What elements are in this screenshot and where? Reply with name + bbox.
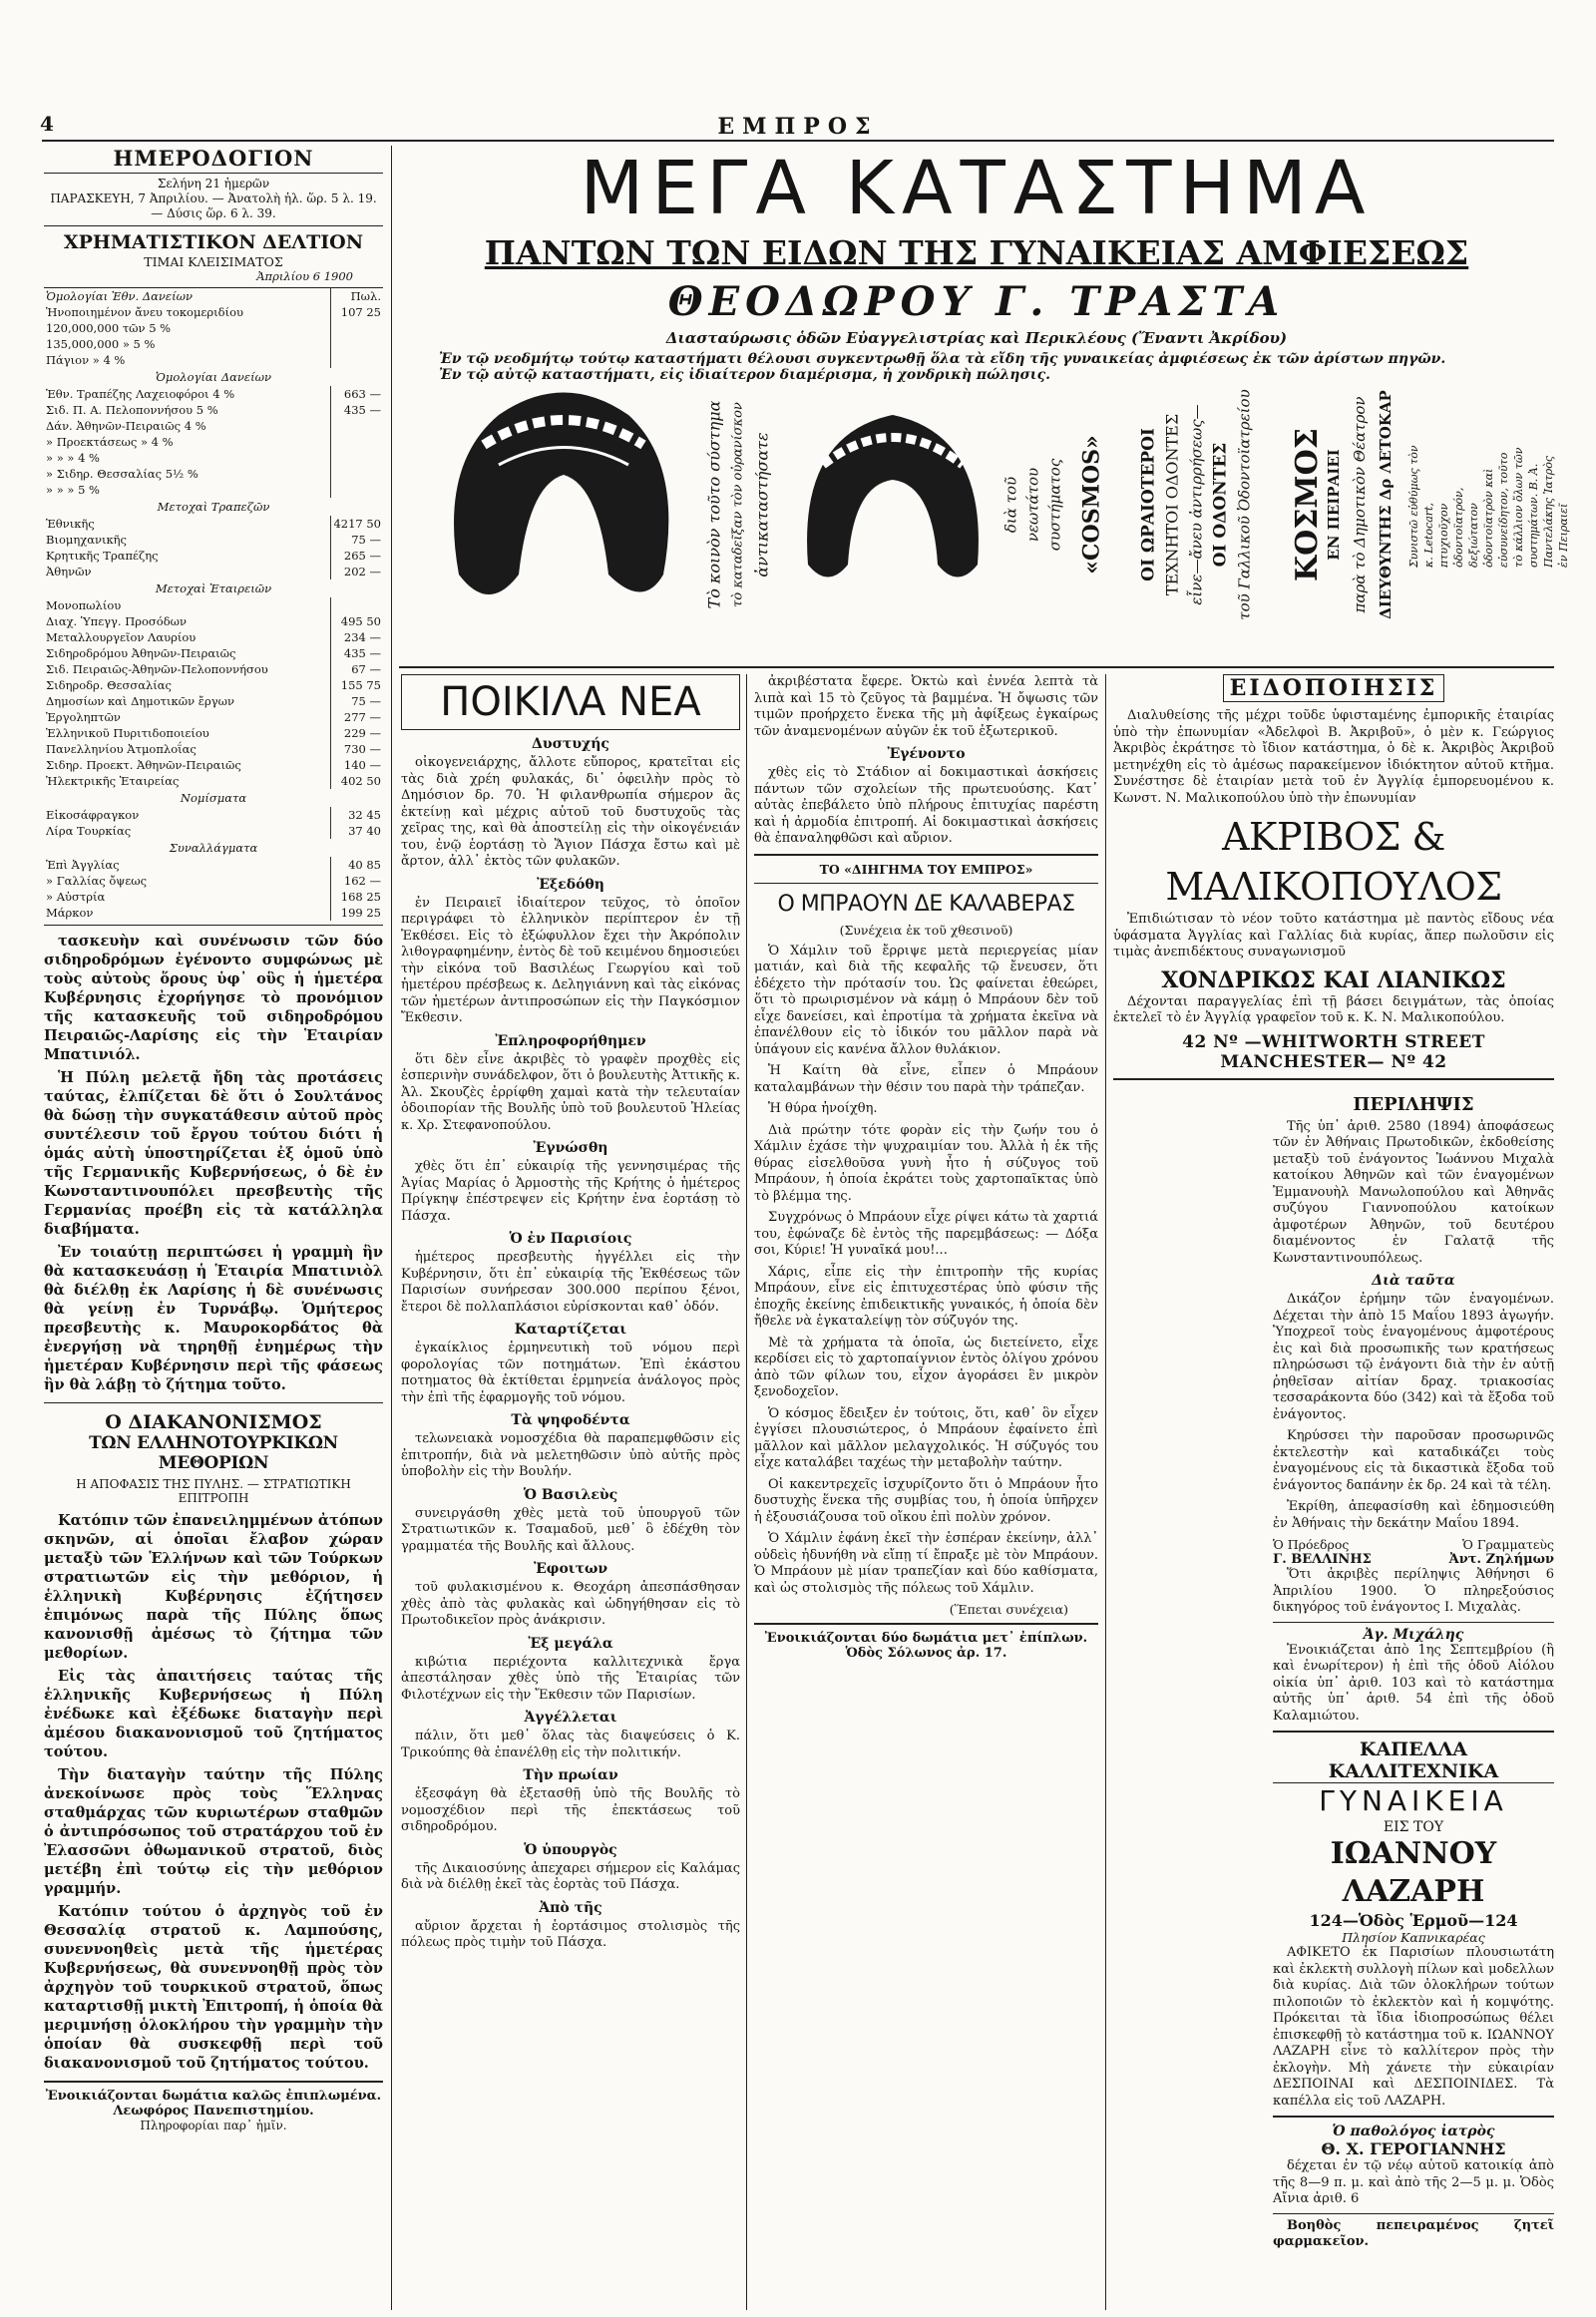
rent-text: Ἐνοικιάζεται ἀπὸ 1ης Σεπτεμβρίου (ἢ καὶ ἐνωρίτερον) ἡ ἐπὶ τῆς ὁδοῦ Αἰόλου οἰκία ὑπ᾽ ἀριθ. 103 καὶ τὸ κατάστημα αὐτῆς ὑπ᾽ ἀριθ. 54 ἐπὶ τῆς ὁδοῦ Καλαμιώτου. bbox=[1273, 1642, 1554, 1724]
egeneto-paragraph: χθὲς εἰς τὸ Στάδιον αἱ δοκιμαστικαὶ ἀσκήσεις πάντων τῶν σχολείων τῆς πρωτευούσης. Κατ᾽ αὐτὰς ἐπεβάλετο ὑπὸ πλήρους ἐπιτυχίας παρέστη καὶ ἡ ἀρμοδία ἐπιτροπή. Αἱ δοκιμαστικαὶ ἀσκήσεις θὰ ἐπαναληφθῶσι καὶ αὔριον. bbox=[754, 765, 1098, 846]
divider bbox=[1273, 1731, 1554, 1733]
news-item-text: κιβώτια περιέχοντα καλλιτεχνικὰ ἔργα ἀπεστάλησαν χθὲς ὑπὸ τῆς Ἑταιρίας τῶν Φιλοτέχνων εἰς τὴν Ἔκθεσιν τῶν Παρισίων. bbox=[401, 1654, 740, 1703]
news-item-heading: Ὁ Βασιλεὺς bbox=[523, 1486, 618, 1503]
hats-title-2: ΓΥΝΑΙΚΕΙΑ bbox=[1319, 1784, 1508, 1817]
divider bbox=[44, 925, 383, 926]
divider bbox=[44, 173, 383, 174]
news-item-heading: Ἐπληροφορήθημεν bbox=[495, 1032, 646, 1049]
column-rule bbox=[391, 146, 392, 2310]
table-row bbox=[44, 597, 383, 613]
dental-text: ΔΙΕΥΘΥΝΤΗΣ Δρ ΛΕΤΟΚΑΡ bbox=[1377, 390, 1396, 619]
section-rule bbox=[399, 666, 1554, 668]
finance-label: » Σιδηρ. Θεσσαλίας 5½ % bbox=[46, 467, 199, 481]
dental-text: ἀντικαταστήσατε bbox=[752, 432, 772, 578]
table-row bbox=[44, 320, 383, 336]
finance-value: 168 25 bbox=[331, 889, 384, 905]
dental-text: νεωτάτου bbox=[1023, 467, 1041, 543]
news-item-text: αὔριον ἄρχεται ἡ ἑορτάσιμος στολισμὸς τῆς πόλεως πρὸς τιμὴν τοῦ Πάσχα. bbox=[401, 1918, 740, 1950]
divider bbox=[1273, 2116, 1554, 2118]
column-rule bbox=[746, 674, 747, 2310]
serial-paragraph: Ὁ Χάμλιν τοῦ ἔρριψε μετὰ περιεργείας μίαν ματιάν, καὶ διὰ τῆς κεφαλῆς τῷ ἔνευσεν, ὅτι ἐδέχετο τὴν πρότασίν του. Ὡς φαίνεται ἐθεώρει, ὅτι τὸ πρωιρισμένον νὰ κάμῃ ὁ Μπράουν δὲν τοῦ εἶχε δανείσει, καὶ ἐπροτίμα τὰ χρήματα ἐκεῖνα νὰ ἐπανέλθουν εἰς τὸ ἰδικόν του μᾶλλον παρὰ νὰ ὑπάγουν εἰς κανένα ἄλλον θυλάκιον. bbox=[754, 943, 1098, 1057]
finance-section-title: Ὁμολογίαι Δανείων bbox=[156, 370, 271, 384]
table-row bbox=[44, 661, 383, 677]
rooms-ad: Ἐνοικιάζονται δωμάτια καλῶς ἐπιπλωμένα. Λεωφόρος Πανεπιστημίου. bbox=[45, 2089, 382, 2119]
finance-label: Ἐθνικῆς bbox=[46, 517, 95, 531]
finance-subtitle: ΤΙΜΑΙ ΚΛΕΙΣΙΜΑΤΟΣ bbox=[144, 254, 283, 269]
table-row bbox=[44, 482, 383, 498]
finance-value: 40 85 bbox=[331, 857, 384, 873]
finance-label: Λίρα Τουρκίας bbox=[46, 824, 132, 838]
dental-text: ΟΙ ΟΔΟΝΤΕΣ bbox=[1211, 442, 1232, 568]
article-paragraph: τασκευὴν καὶ συνένωσιν τῶν δύο σιδηροδρόμων ἐγένοντο συμφώνως μὲ τοὺς αὐτοὺς ὅρους ὑφ᾽ οὓς ἡ ἡμετέρα Κυβέρνησις ἐχορήγησε τὸ προνόμιον τῆς κατασκευῆς τοῦ σιδηροδρόμου Πειραιῶς-Λαρίσης εἰς τὴν Ἑταιρίαν Μπατινιόλ. bbox=[44, 933, 383, 1063]
dental-text: συστήματος bbox=[1045, 458, 1063, 552]
page-number: 4 bbox=[40, 112, 54, 136]
finance-value: 4217 50 bbox=[331, 516, 384, 532]
finance-label: Ἡνοποιημένον ἄνευ τοκομεριδίου bbox=[46, 305, 244, 319]
finance-label: 120,000,000 τῶν 5 % bbox=[46, 321, 172, 335]
table-row bbox=[44, 402, 383, 418]
dental-text: ΤΕΧΝΗΤΟΙ ΟΔΟΝΤΕΣ bbox=[1163, 413, 1183, 596]
banner-line-2: Ἐν τῷ αὐτῷ καταστήματι, εἰς ἰδιαίτερον διαμέρισμα, ἡ χονδρικὴ πώλησις. bbox=[439, 367, 1050, 383]
lazaris-near: Πλησίον Καπνικαρέας bbox=[1342, 1930, 1485, 1945]
almanac-sun: ΠΑΡΑΣΚΕΥΗ, 7 Ἀπριλίου. — Ἀνατολὴ ἡλ. ὥρ. 5 λ. 19. — Δύσις ὥρ. 6 λ. 39. bbox=[50, 192, 377, 220]
orders-text: Δέχονται παραγγελίας ἐπὶ τῇ βάσει δειγμάτων, τὰς ὁποίας ἐκτελεῖ τὸ ἐν Ἀγγλίᾳ γραφεῖον τοῦ κ. Κ. Ν. Μαλικοπούλου. bbox=[1113, 993, 1554, 1025]
banner-address: Διασταύρωσις ὁδῶν Εὐαγγελιστρίας καὶ Περικλέους (Ἔναντι Ἀκρίδου) bbox=[665, 329, 1288, 347]
table-row bbox=[44, 434, 383, 450]
finance-label: Σιδηροδρόμου Ἀθηνῶν-Πειραιῶς bbox=[46, 646, 236, 660]
divider bbox=[1273, 2213, 1554, 2214]
masthead-title: ΕΜΠΡΟΣ bbox=[717, 114, 879, 140]
divider bbox=[754, 1623, 1098, 1625]
doctor-hours: δέχεται ἐν τῷ νέῳ αὐτοῦ κατοικίᾳ ἀπὸ τῆς 8—9 π. μ. καὶ ἀπὸ τῆς 2—5 μ. μ. Ὁδὸς Αἴνια ἀριθ. 6 bbox=[1273, 2158, 1554, 2206]
dental-strip-4 bbox=[1127, 355, 1267, 654]
ag-mixalis: Ἀγ. Μιχάλης bbox=[1363, 1626, 1464, 1643]
news-item-heading: Τὰ ψηφοδέντα bbox=[511, 1412, 630, 1428]
news-item-heading: Ἀγγέλλεται bbox=[524, 1710, 617, 1726]
finance-value: 32 45 bbox=[331, 807, 384, 823]
serial-paragraph: Μὲ τὰ χρήματα τὰ ὁποῖα, ὡς διετείνετο, εἶχε κερδίσει εἰς τὸ χαρτοπαίγνιον ἐντὸς ὀλίγου χρόνου ἀπὸ τῶν φίλων του, εἶχον ἀγοράσει ἓν μικρὸν ξενοδοχεῖον. bbox=[754, 1335, 1098, 1399]
diak-headline-1: Ο ΔΙΑΚΑΝΟΝΙΣΜΟΣ bbox=[105, 1411, 322, 1433]
table-row bbox=[44, 613, 383, 629]
news-item-text: συνειργάσθη χθὲς μετὰ τοῦ ὑπουργοῦ τῶν Στρατιωτικῶν κ. Τσαμαδοῦ, μεθ᾽ ὃ ἐδέχθη τὸν γραμματέα τῆς Βουλῆς καὶ ἄλλους. bbox=[401, 1505, 740, 1554]
finance-label: Βιομηχανικῆς bbox=[46, 533, 127, 547]
divider bbox=[44, 2081, 383, 2083]
table-row bbox=[44, 905, 383, 921]
serial-title: Ο ΜΠΡΑΟΥΝ ΔΕ ΚΑΛΑΒΕΡΑΣ bbox=[777, 891, 1075, 917]
dia-tauta: Διὰ ταῦτα bbox=[1372, 1273, 1455, 1289]
dental-strip-5 bbox=[1277, 355, 1416, 654]
lazaris-name: ΙΩΑΝΝΟΥ ΛΑΖΑΡΗ bbox=[1330, 1836, 1497, 1909]
article-paragraph: Τὴν διαταγὴν ταύτην τῆς Πύλης ἀνεκοίνωσε πρὸς τοὺς Ἕλληνας σταθμάρχας τῶν κυριωτέρων σταθμῶν ὁ ἀντιπρόσωπος τοῦ στρατάρχου τοῦ ἐν Ἐλασσῶνι ὀθωμανικοῦ στρατοῦ, διὸς μετέβη ἐπὶ τούτῳ εἰς τὴν μεθόριον γραμμήν. bbox=[44, 1766, 383, 1897]
finance-label: » » » 4 % bbox=[46, 451, 100, 465]
finance-label: Μεταλλουργεῖον Λαυρίου bbox=[46, 630, 197, 644]
news-item-text: τοῦ φυλακισμένου κ. Θεοχάρη ἀπεσπάσθησαν χθὲς ἀπὸ τὰς φυλακὰς καὶ ὡδηγήθησαν εἰς τὸ Πρωτοδικεῖον πρὸς ἀνάκρισιν. bbox=[401, 1580, 740, 1628]
news-item-heading: Ὁ ἐν Παρισίοις bbox=[509, 1231, 632, 1247]
news-item-text: πάλιν, ὅτι μεθ᾽ ὅλας τὰς διαψεύσεις ὁ Κ. Τρικούπης θὰ ἐπανέλθῃ εἰς τὴν πολιτικήν. bbox=[401, 1729, 740, 1760]
article-paragraph: Κατόπιν τούτου ὁ ἀρχηγὸς τοῦ ἐν Θεσσαλίᾳ στρατοῦ κ. Λαμπούσης, συνεννοηθεὶς μετὰ τῆς ἡμετέρας Κυβερνήσεως, θὰ συνεννοηθῇ πρὸς τὸν ἀρχηγὸν τοῦ τουρκικοῦ στρατοῦ, ὅπως καταρτισθῇ μικτὴ Ἐπιτροπή, ἡ ὁποία θὰ μεριμνήσῃ ὁλοκλήρου τὴν γραμμὴν τὴν ὁποίαν θὰ συσκεφθῇ περὶ τοῦ διακανονισμοῦ τοῦ ζητήματος τούτου. bbox=[44, 1903, 383, 2072]
dental-testimonial: Συνιστῶ εὐθύμως τὸν κ. Letocart, πτυχιοῦχον ὀδοντοϊατρόν, δεξιώτατον ὀδοντοϊατρὸν καὶ εὐσυνείδητον, τοῦτο τὸ κάλλιον ὅλων τῶν συστημάτων. Β. Ἀ. Παντελάκης Ἰατρὸς ἐν Πειραιεῖ bbox=[1407, 444, 1570, 568]
news-item-text: ἡμέτερος πρεσβευτὴς ἠγγέλλει εἰς τὴν Κυβέρνησιν, ὅτι ἐπ᾽ εὐκαιρίᾳ τῆς Ἐκθέσεως τῶν Παρισίων συνήρεσαν 300.000 περίπου ξένοι, ἔτεροι δὲ πολλαπλάσιοι εὑρίσκονται καθ᾽ ὁδόν. bbox=[401, 1250, 740, 1315]
finance-value: 229 — bbox=[331, 725, 384, 741]
divider bbox=[44, 1402, 383, 1403]
table-row bbox=[44, 725, 383, 741]
serial-paragraph: Ἡ Καίτη θὰ εἶνε, εἶπεν ὁ Μπράουν καταλαμβάνων τὴν θέσιν του παρὰ τὴν τράπεζαν. bbox=[754, 1063, 1098, 1095]
almanac-moon: Σελήνη 21 ἡμερῶν bbox=[157, 177, 270, 191]
table-row bbox=[44, 693, 383, 709]
table-row bbox=[44, 516, 383, 532]
serial-paragraph: Συγχρόνως ὁ Μπράουν εἶχε ρίψει κάτω τὰ χαρτιά του, ἐφώναζε δὲ ἐντὸς τῆς παρεμβάσεως: — Δόξα σοι, Κύριε! Ἡ γυναῖκά μου!... bbox=[754, 1210, 1098, 1258]
dental-text: τὸ καταδεῖξαν τὸν οὐρανίσκον bbox=[730, 402, 746, 607]
dental-strip-2 bbox=[998, 355, 1067, 654]
news-item-heading: Ἐφοιτων bbox=[533, 1561, 608, 1577]
firm-text: Ἐπιδιώτισαν τὸ νέον τοῦτο κατάστημα μὲ παντὸς εἴδους νέα ὑφάσματα Ἀγγλίας καὶ Γαλλίας διὰ κυρίας, ἅπερ πωλοῦσιν εἰς τιμὰς ἀνεπιδέκτους συναγωνισμοῦ bbox=[1113, 912, 1554, 960]
egeneto-heading: Ἐγένοντο bbox=[887, 746, 966, 762]
copy-text: Ὅτι ἀκριβὲς περίληψις Ἀθήνησι 6 Ἀπριλίου 1900. Ὁ πληρεξούσιος δικηγόρος τοῦ ἐνάγοντος Ι. Μιχαλὰς. bbox=[1273, 1567, 1554, 1615]
finance-label: 135,000,000 » 5 % bbox=[46, 337, 156, 351]
news-item-heading: Ἐξ μεγάλα bbox=[528, 1635, 613, 1652]
finance-header bbox=[44, 288, 383, 304]
finance-value: 199 25 bbox=[331, 905, 384, 921]
dental-strip-1 bbox=[698, 355, 778, 654]
finance-label: » Αὐστρία bbox=[46, 890, 106, 904]
serial-paragraph: Χάρις, εἶπε εἰς τὴν ἐπιτροπὴν τῆς κυρίας Μπράουν, εἶνε εἰς ἐπιτυχεστέρας ὑπὸ φύσιν τῆς ἐποχῆς ἐκείνης ἐπιδεικτικῆς γυναικός, ἡ ὁποία δὲν ἤθελε νὰ ἐγκαταλείψῃ τὸν σύζυγόν της. bbox=[754, 1264, 1098, 1329]
finance-rows bbox=[44, 857, 383, 921]
finance-value bbox=[331, 336, 384, 352]
ads-column bbox=[1113, 674, 1554, 2310]
finance-label: » » » 5 % bbox=[46, 483, 100, 497]
finance-label: Σιδηροδρ. Θεσσαλίας bbox=[46, 678, 172, 692]
finance-section-title: Μετοχαὶ Τραπεζῶν bbox=[157, 500, 270, 514]
finance-label: Ἀθηνῶν bbox=[46, 565, 92, 579]
table-row bbox=[44, 823, 383, 839]
border-article bbox=[44, 1511, 383, 2073]
denture-illustration bbox=[429, 375, 698, 634]
finance-label: Διαχ. Ὑπεγγ. Προσόδων bbox=[46, 614, 187, 628]
notice-text: Διαλυθείσης τῆς μέχρι τοῦδε ὑφισταμένης ἐμπορικῆς ἑταιρίας ὑπὸ τὴν ἐπωνυμίαν «Ἀδελφοὶ Β. Ἀκριβοῦ», ὁ μὲν κ. Γεώργιος Ἀκριβὸς ἐκράτησε τὸ ἴδιον κατάστημα, ὁ δὲ κ. Ἀκριβὸς Ἀκριβοῦ μετηνέχθη εἰς τὸ ἀμέσως παρακείμενον ἰδιόκτητον αὐτοῦ κτῆμα. Συνέστησε δὲ ἑταιρίαν μετὰ τοῦ ἐν Ἀγγλίᾳ ἐμπορευομένου κ. Κωνστ. Ν. Μαλικοπούλου ὑπὸ τὴν ἐπωνυμίαν bbox=[1113, 708, 1554, 806]
ads-subcolumn bbox=[1113, 1086, 1263, 2256]
finance-section-title: Μετοχαὶ Ἑταιρειῶν bbox=[155, 581, 272, 595]
serial-paragraph: Ἡ θύρα ἠνοίχθη. bbox=[768, 1101, 878, 1116]
kiryssei-text: Κηρύσσει τὴν παροῦσαν προσωρινῶς ἐκτελεστὴν καὶ καταδικάζει τοὺς ἐναγομένους εἰς τὰ δικαστικὰ ἔξοδα τοῦ ἐνάγοντος δαπάνην ἐκ δρ. 24 καὶ τὰ τέλη. bbox=[1273, 1428, 1554, 1493]
finance-value bbox=[331, 418, 384, 434]
dental-plate-illustration bbox=[788, 395, 998, 604]
dental-text: διὰ τοῦ bbox=[1001, 476, 1019, 534]
article-paragraph: Εἰς τὰς ἀπαιτήσεις ταύτας τῆς ἑλληνικῆς Κυβερνήσεως ἡ Πύλη ἐνέδωκε καὶ ἐξέδωκε διαταγὴν περὶ ἀμέσου διακανονισμοῦ τοῦ ζητήματος τούτου. bbox=[44, 1668, 383, 1760]
table-row bbox=[44, 741, 383, 757]
finance-label: Ἑλληνικοῦ Πυριτιδοποιείου bbox=[46, 726, 209, 740]
finance-label: Πάγιον » 4 % bbox=[46, 353, 126, 367]
finance-value bbox=[331, 320, 384, 336]
news-item-heading: Ἀπὸ τῆς bbox=[539, 1899, 602, 1916]
news-item-text: ἐν Πειραιεῖ ἰδιαίτερον τεῦχος, τὸ ὁποῖον περιγράφει τὸ ἑλληνικὸν περίπτερον ἐν τῇ Ἐκθέσει. Εἰς τὸ ἐξώφυλλον ἔχει τὴν Ἀκρόπολιν λιθογραφημένην, ἐντὸς δὲ τοῦ κειμένου δημοσιεύει τὴν εἰκόνα τοῦ Βασιλέως Γεωργίου καὶ τοῦ ἡμετέρου πρέσβεως κ. Δεληγιάννη καὶ τὰς εἰκόνας τῶν ἡμετέρων ἀντιπροσώπων εἰς τὴν Παγκόσμιον Ἔκθεσιν. bbox=[401, 895, 740, 1025]
assistant-wanted: Βοηθὸς πεπειραμένος ζητεῖ φαρμακεῖον. bbox=[1273, 2217, 1554, 2249]
table-row bbox=[44, 466, 383, 482]
news-item-text: ὅτι δὲν εἶνε ἀκριβὲς τὸ γραφὲν προχθὲς εἰς ἑσπερινὴν συνάδελφον, ὅτι ὁ βουλευτὴς Ἀττικῆς κ. Ἀλ. Σκουζὲς ἐρρίφθη χαμαὶ κατὰ τὴν τελευταίαν ὁδοιπορίαν τῆς Βουλῆς ὑπὸ τοῦ βουλευτοῦ Ἠλείας κ. Χρ. Στεφανοπούλου. bbox=[401, 1051, 740, 1133]
banner-subtitle: ΠΑΝΤΩΝ ΤΩΝ ΕΙΔΩΝ ΤΗΣ ΓΥΝΑΙΚΕΙΑΣ ΑΜΦΙΕΣΕΩΣ bbox=[484, 233, 1469, 272]
finance-value: 155 75 bbox=[331, 677, 384, 693]
finance-label: Σιδηρ. Προεκτ. Ἀθηνῶν-Πειραιῶς bbox=[46, 758, 241, 772]
rooms-ad-2: Ἐνοικιάζονται δύο δωμάτια μετ᾽ ἐπίπλων. Ὁδὸς Σόλωνος ἀρ. 17. bbox=[764, 1631, 1088, 1661]
table-row bbox=[44, 629, 383, 645]
table-row bbox=[44, 336, 383, 352]
dental-text: ΟΙ ΩΡΑΙΟΤΕΡΟΙ bbox=[1139, 428, 1160, 581]
notice-title: ΕΙΔΟΠΟΙΗΣΙΣ bbox=[1223, 674, 1444, 702]
finance-value: 663 — bbox=[331, 386, 384, 402]
news-item-text: χθὲς ὅτι ἐπ᾽ εὐκαιρίᾳ τῆς γεννησιμέρας τῆς Ἀγίας Μαρίας ὁ Ἀρμοστὴς τῆς Κρήτης ὁ ἡμέτερος Πρίγκηψ ἐπέστρεψεν εἰς Κρήτην ἐνα ἑορτάσῃ τὸ Πάσχα. bbox=[401, 1159, 740, 1224]
news-item-text: τελωνειακὰ νομοσχέδια θὰ παραπεμφθῶσιν εἰς ἐπιτροπήν, διὰ νὰ μελετηθῶσιν ὑπὸ αὐτῆς πρὸς ὑποβολὴν εἰς τὴν Βουλήν. bbox=[401, 1431, 740, 1479]
perilipsis-text: Τῆς ὑπ᾽ ἀριθ. 2580 (1894) ἀποφάσεως τῶν ἐν Ἀθήναις Πρωτοδικῶν, ἐκδοθείσης μεταξὺ τοῦ ἐνάγοντος Ἰωάννου Μιχαλὰ κατοίκου Ἀθηνῶν καὶ τῶν ἐναγομένων Ἐμμανουὴλ Μανωλοπούλου καὶ Ἀθηνᾶς συζύγου Γιαννοπούλου κατοίκων ἀμφοτέρων Ἀθηνῶν, τοῦ δευτέρου διαμένοντος ἐν Γαλατᾷ τῆς Κωνσταντινουπόλεως. bbox=[1273, 1118, 1554, 1266]
dental-text: Τὸ κοινὸν τοῦτο σύστημα bbox=[704, 400, 724, 609]
finance-label: Εἰκοσάφραγκον bbox=[46, 808, 140, 822]
finance-value: 435 — bbox=[331, 402, 384, 418]
finance-value bbox=[331, 450, 384, 466]
left-column bbox=[44, 146, 383, 2310]
banner-line-1: Ἐν τῷ νεοδμήτῳ τούτῳ καταστήματι θέλουσι συγκεντρωθῇ ὅλα τὰ εἴδη τῆς γυναικείας ἀμφιέσεως ἐκ τῶν ἀρίστων πηγῶν. bbox=[439, 351, 1446, 367]
finance-section-title: Συναλλάγματα bbox=[169, 841, 258, 855]
table-row bbox=[44, 532, 383, 548]
serial-paragraph: Διὰ πρώτην τότε φορὰν εἰς τὴν ζωήν του ὁ Χάμλιν ἐχάσε τὴν ψυχραιμίαν του. Ἀλλὰ ἡ ἐκ τῆς θύρας εἰσελθοῦσα γυνὴ ἦτο ἡ σύζυγος τοῦ Μπράουν, ἡ ὁποία ἐκράτει τοὺς χαρτοπαῖκτας ὑπὸ τὸ βλέμμα της. bbox=[754, 1122, 1098, 1204]
lazaris-address: 124—Ὁδὸς Ἑρμοῦ—124 bbox=[1309, 1911, 1518, 1930]
divider bbox=[44, 225, 383, 226]
manchester-address: 42 Nº —WHITWORTH STREET MANCHESTER— Nº 42 bbox=[1182, 1031, 1485, 1072]
table-row bbox=[44, 677, 383, 693]
dental-text: τοῦ Γαλλικοῦ Ὀδοντοϊατρείου bbox=[1236, 389, 1255, 620]
finance-value: 202 — bbox=[331, 564, 384, 579]
article-paragraph: Ἐν τοιαύτῃ περιπτώσει ἡ γραμμὴ ἣν θὰ κατασκευάσῃ ἡ Ἑταιρία Μπατινιὸλ θὰ διέλθῃ ἐκ Λαρίσης ἡ δὲ συνένωσις θὰ γείνῃ ἐν Τυρνάβῳ. Ὁμήτερος πρεσβευτὴς κ. Μαυροκορδάτος θὰ ἐνεργήσῃ νὰ τηρηθῇ ἐνημέρως τὴν ἡμετέραν Κυβέρνησιν περὶ τῆς φάσεως ἣν θὰ λάβῃ τὸ ζήτημα τοῦτο. bbox=[44, 1244, 383, 1393]
finance-label: Ἐργοληπτῶν bbox=[46, 710, 121, 724]
finance-label: Μονοπωλίου bbox=[46, 598, 122, 612]
finance-label: Μάρκον bbox=[46, 906, 94, 920]
news-item-text: τῆς Δικαιοσύνης ἀπεχαρει σήμερον εἰς Καλάμας διὰ νὰ διέλθῃ ἐκεῖ τὰς ἑορτὰς τοῦ Πάσχα. bbox=[401, 1860, 740, 1892]
serial-column bbox=[754, 674, 1098, 2310]
banner-owner: ΘΕΟΔΩΡΟΥ Γ. ΤΡΑΣΤΑ bbox=[667, 278, 1286, 325]
table-row bbox=[44, 709, 383, 725]
finance-rows bbox=[44, 807, 383, 839]
dental-ad bbox=[399, 355, 1570, 654]
news-item-heading: Ἐξεδόθη bbox=[537, 876, 604, 893]
finance-value: 277 — bbox=[331, 709, 384, 725]
table-row bbox=[44, 304, 383, 320]
finance-label: Δημοσίων καὶ Δημοτικῶν ἔργων bbox=[46, 694, 234, 708]
serial-paragraph: Ὁ κόσμος ἔδειξεν ἐν τούτοις, ὅτι, καθ᾽ ὃν εἶχεν ἐγγίσει πλουσιώτερος, ὁ Μπράουν ἐφαίνετο ἐπὶ μᾶλλον καὶ μᾶλλον μελαγχολικός. Ἡ σύζυγός του εἶχε καταλάβει ταχέως τὴν μεταβολὴν ταύτην. bbox=[754, 1405, 1098, 1470]
finance-rows bbox=[44, 304, 383, 368]
news-item-heading: Δυστυχής bbox=[532, 736, 609, 752]
table-row bbox=[44, 450, 383, 466]
doctor-name: Θ. Χ. ΓΕΡΟΓΙΑΝΝΗΣ bbox=[1321, 2139, 1506, 2158]
finance-rows bbox=[44, 597, 383, 789]
table-row bbox=[44, 548, 383, 564]
table-row bbox=[44, 773, 383, 789]
sign-right-name: Ἀντ. Ζηλήμων bbox=[1448, 1552, 1554, 1567]
dental-strip-3 bbox=[1067, 355, 1117, 654]
table-row bbox=[44, 418, 383, 434]
finance-label: Σιδ. Πειραιῶς-Ἀθηνῶν-Πελοποννήσου bbox=[46, 662, 268, 676]
news-headline: ΠΟΙΚΙΛΑ ΝΕΑ bbox=[401, 674, 740, 730]
finance-rows bbox=[44, 386, 383, 498]
news-item-heading: Τὴν πρωίαν bbox=[523, 1767, 618, 1783]
dental-strip-6 bbox=[1407, 355, 1570, 654]
eggs-paragraph: ἀκριβέστατα ἔφερε. Ὀκτὼ καὶ ἐννέα λεπτὰ τὰ λιπὰ καὶ 15 τὸ ζεῦγος τὰ βαμμένα. Ἡ ὄψωσις τῶν τιμῶν προήρχετο ἕνεκα τῆς μὴ ἀφίξεως ἐγκαίρως τῶν ἀναμενομένων αὐγῶν ἐκ τοῦ ἐξωτερικοῦ. bbox=[754, 674, 1098, 739]
diak-headline-2: ΤΩΝ ΕΛΛΗΝΟΤΟΥΡΚΙΚΩΝ ΜΕΘΟΡΙΩΝ bbox=[89, 1433, 338, 1473]
finance-label: Σιδ. Π. Α. Πελοποννήσου 5 % bbox=[46, 403, 218, 417]
article-paragraph: Ἡ Πύλη μελετᾷ ἤδη τὰς προτάσεις ταύτας, ἐλπίζεται δὲ ὅτι ὁ Σουλτάνος θὰ δώσῃ τὴν συγκατάθεσιν αὐτοῦ πρὸς συντέλεσιν τοῦ ἔργου τούτου διότι ἡ ὁμάς αὐτὴ ὑποστηρίζεται ἐξ ὁμοῦ ὑπὸ τῆς Γερμανικῆς Κυβερνήσεως, ὁ δὲ ἐν Κωνσταντινουπόλει πρεσβευτὴς τῆς Γερμανίας προέβη εἰς τὰ κατάλληλα διαβήματα. bbox=[44, 1069, 383, 1238]
hats-eis-tou: ΕΙΣ ΤΟΥ bbox=[1383, 1819, 1444, 1835]
finance-value bbox=[331, 466, 384, 482]
finance-value: 140 — bbox=[331, 757, 384, 773]
finance-value: 67 — bbox=[331, 661, 384, 677]
finance-value: 730 — bbox=[331, 741, 384, 757]
finance-section-title: Νομίσματα bbox=[180, 791, 247, 805]
table-row bbox=[44, 386, 383, 402]
finance-col-head: Πωλ. bbox=[331, 288, 384, 304]
news-item-heading: Ὁ ὑπουργὸς bbox=[524, 1841, 617, 1858]
finance-value: 402 50 bbox=[331, 773, 384, 789]
perilipsis-title: ΠΕΡΙΛΗΨΙΣ bbox=[1353, 1093, 1474, 1115]
finance-value: 435 — bbox=[331, 645, 384, 661]
finance-value bbox=[331, 434, 384, 450]
dental-text: εἶνε—ἄνευ ἀντιρρήσεως— bbox=[1188, 404, 1207, 605]
finance-date: Ἀπριλίου 6 1900 bbox=[256, 269, 353, 283]
finance-rows bbox=[44, 516, 383, 579]
sign-right-role: Ὁ Γραμματεὺς bbox=[1462, 1537, 1554, 1552]
finance-label: Ἐπὶ Ἀγγλίας bbox=[46, 858, 120, 872]
finance-value: 75 — bbox=[331, 693, 384, 709]
dated-text: Ἐκρίθη, ἀπεφασίσθη καὶ ἐδημοσιεύθη ἐν Ἀθήναις τὴν δεκάτην Μαΐου 1894. bbox=[1273, 1499, 1554, 1531]
finance-value: 37 40 bbox=[331, 823, 384, 839]
table-row bbox=[44, 352, 383, 368]
table-row bbox=[44, 564, 383, 579]
diak-subhead: Η ΑΠΟΦΑΣΙΣ ΤΗΣ ΠΥΛΗΣ. — ΣΤΡΑΤΙΩΤΙΚΗ ΕΠΙΤΡΟΠΗ bbox=[76, 1477, 351, 1505]
finance-title: ΧΡΗΜΑΤΙΣΤΙΚΟΝ ΔΕΛΤΙΟΝ bbox=[63, 231, 364, 253]
serial-paragraph: Ὁ Χάμλιν ἐφάνη ἐκεῖ τὴν ἑσπέραν ἐκείνην, ἀλλ᾽ οὐδεὶς ἠδυνήθη νὰ εἴπῃ τί ἔπραξε μὲ τὸν Μπράουν. Ὁ Μπράουν μὲ μίαν τραπεζίαν καὶ δύο καθίσματα, καὶ ὡς στολισμὸς τῆς πόλεως τοῦ Χάμλιν. bbox=[754, 1531, 1098, 1596]
finance-value: 234 — bbox=[331, 629, 384, 645]
finance-table bbox=[44, 288, 383, 921]
cosmos-name: «COSMOS» bbox=[1079, 435, 1105, 575]
finance-value bbox=[331, 482, 384, 498]
finance-label: » Προεκτάσεως » 4 % bbox=[46, 435, 174, 449]
finance-col-head: Ὁμολογίαι Ἐθν. Δανείων bbox=[46, 289, 193, 303]
serial-continued: (Συνέχεια ἐκ τοῦ χθεσινοῦ) bbox=[839, 922, 1013, 938]
dental-text: παρὰ τὸ Δημοτικὸν Θέατρον bbox=[1351, 396, 1370, 613]
finance-label: Ἐθν. Τραπέζης Λαχειοφόροι 4 % bbox=[46, 387, 235, 401]
sign-left-role: Ὁ Πρόεδρος bbox=[1273, 1537, 1350, 1552]
news-column bbox=[401, 674, 740, 2310]
news-item-text: ἐξεσφάγη θὰ ἐξετασθῇ ὑπὸ τῆς Βουλῆς τὸ νομοσχέδιον περὶ τῆς ἐπεκτάσεως τοῦ σιδηροδρόμου. bbox=[401, 1786, 740, 1834]
article-paragraph: Κατόπιν τῶν ἐπανειλημμένων ἀτόπων σκηνῶν, αἱ ὁποῖαι ἔλαβον χώραν μεταξὺ τῶν Ἑλλήνων καὶ τῶν Τούρκων στρατιωτῶν εἰς τὴν μεθόριον, ἡ ἑλληνικὴ Κυβέρνησις ἐζήτησεν ἐπιμόνως παρὰ τῆς Πύλης ὅπως κανονισθῇ ἀμέσως τὸ ζήτημα τῶν μεθορίων. bbox=[44, 1512, 383, 1662]
rooms-ad-info: Πληροφορίαι παρ᾽ ἡμῖν. bbox=[140, 2119, 287, 2132]
dental-text: ΕΝ ΠΕΙΡΑΙΕΙ bbox=[1325, 449, 1344, 561]
serial-text bbox=[754, 944, 1098, 1598]
dental-text: ΚΟΣΜΟΣ bbox=[1290, 428, 1326, 581]
finance-value bbox=[331, 597, 384, 613]
finance-label: Δάν. Ἀθηνῶν-Πειραιῶς 4 % bbox=[46, 419, 206, 433]
table-row bbox=[44, 857, 383, 873]
finance-label: Πανελληνίου Ἀτμοπλοΐας bbox=[46, 742, 197, 756]
table-row bbox=[44, 645, 383, 661]
finance-value: 107 25 bbox=[331, 304, 384, 320]
divider bbox=[754, 854, 1098, 856]
column-rule bbox=[1105, 674, 1106, 2310]
news-item-heading: Ἐγνώσθη bbox=[533, 1140, 608, 1156]
firm-name: ΑΚΡΙΒΟΣ & ΜΑΛΙΚΟΠΟΥΛΟΣ bbox=[1165, 815, 1502, 909]
table-row bbox=[44, 873, 383, 889]
divider bbox=[754, 883, 1098, 884]
banner-title: ΜΕΓΑ ΚΑΤΑΣΤΗΜΑ bbox=[580, 146, 1374, 231]
news-items bbox=[401, 736, 740, 1952]
railway-article bbox=[44, 932, 383, 1394]
perilipsis-block bbox=[1273, 1086, 1554, 2256]
finance-value: 265 — bbox=[331, 548, 384, 564]
finance-value: 495 50 bbox=[331, 613, 384, 629]
serial-end: (Ἕπεται συνέχεια) bbox=[949, 1602, 1068, 1617]
doctor-title: Ὁ παθολόγος ἰατρὸς bbox=[1332, 2124, 1495, 2139]
judgment-text: Δικάζον ἐρήμην τῶν ἐναγομένων. Δέχεται τὴν ἀπὸ 15 Μαΐου 1893 ἀγωγήν. Ὑποχρεοῖ τοὺς ἐναγομένους ἀμφοτέρους ἐις καὶ διὰ προσωπικῆς των κρατήσεως πληρώσωσι τῷ ἐνάγοντι διὰ τὴν ἐν αὐτῇ ῥηθεῖσαν αἰτίαν δραχ. τριακοσίας τεσσαράκοντα δύο (342) καὶ τὰ ἔξοδα τοῦ ἐνάγοντος. bbox=[1273, 1292, 1554, 1422]
hats-title-1: ΚΑΠΕΛΛΑ ΚΑΛΛΙΤΕΧΝΙΚΑ bbox=[1273, 1738, 1554, 1783]
news-item-text: οἰκογενειάρχης, ἄλλοτε εὔπορος, κρατεῖται εἰς τὰς διὰ χρέη φυλακάς, δι᾽ ὀφειλὴν πρὸς τὸ Δημόσιον δρ. 70. Ἡ φιλανθρωπία σήμερον ἂς ἐκτείνῃ καὶ μέχρις αὐτοῦ τοῦ δυστυχοῦς τὰς χεῖρας της, καὶ θὰ ἀποστείλῃ εἰς τὴν οἰκογένειάν του, ἐνῷ ἑορτάσῃ τὸ Ἅγιον Πάσχα ἔστω καὶ μὲ ἄρτον, ἀλλ᾽ ἐκτὸς τῶν φυλακῶν. bbox=[401, 755, 740, 869]
news-item-heading: Καταρτίζεται bbox=[514, 1322, 627, 1338]
table-row bbox=[44, 889, 383, 905]
finance-value bbox=[331, 352, 384, 368]
table-row bbox=[44, 757, 383, 773]
lazaris-text: ΑΦΙΚΕΤΟ ἐκ Παρισίων πλουσιωτάτη καὶ ἐκλεκτὴ συλλογὴ πίλων καὶ μοδελλων διὰ κυρίας. Διὰ τῶν ὁλοκλήρων τούτων πιλοποιῶν τὸ ἐκλεκτὸν καὶ ἡ κομψότης. Πρόκειται τὰ ἴδια ἰδιοπροσώπως θέλει ἐπισκεφθῇ τὸ κατάστημα τοῦ κ. ΙΩΑΝΝΟΥ ΛΑΖΑΡΗ εἶνε τὸ καλλίτερον πρὸς τὴν ἐκλογὴν. Μὴ χάνετε τὴν εὐκαιρίαν ΔΕΣΠΟΙΝΑΙ καὶ ΔΕΣΠΟΙΝΙΔΕΣ. Τὰ καπέλλα εἰς τοῦ ΛΑΖΑΡΗ. bbox=[1273, 1945, 1554, 2109]
almanac-title: ΗΜΕΡΟΔΟΓΙΟΝ bbox=[113, 146, 314, 171]
serial-kicker: ΤΟ «ΔΙΗΓΗΜΑ ΤΟΥ ΕΜΠΡΟΣ» bbox=[819, 861, 1033, 877]
header-rule bbox=[42, 140, 1554, 142]
sign-left-name: Γ. ΒΕΛΛΙΝΗΣ bbox=[1273, 1552, 1372, 1567]
finance-value: 162 — bbox=[331, 873, 384, 889]
finance-label: Κρητικῆς Τραπέζης bbox=[46, 549, 159, 563]
serial-paragraph: Οἱ κακεντρεχεῖς ἰσχυρίζοντο ὅτι ὁ Μπράουν ἦτο δυστυχὴς ἕνεκα τῆς συμβίας του, ἡ ὁποία ὑπῆρχεν ἡ ἐξουσιάζουσα τοῦ οἴκου ἐπὶ πολὺν χρόνον. bbox=[754, 1476, 1098, 1525]
divider bbox=[1113, 1078, 1554, 1080]
divider bbox=[1273, 1622, 1554, 1623]
news-item-text: ἐγκαίκλιος ἑρμηνευτικὴ τοῦ νόμου περὶ φορολογίας τῶν ποτημάτων. Ἐπὶ ἐκάστου ποτηματος θὰ ἐκτίθεται ἑρμηνεία ἀνάλογος πρὸς τὴν ἐπὶ τῆς ἐφαρμογῆς τοῦ νόμου. bbox=[401, 1341, 740, 1405]
wholesale-heading: ΧΟΝΔΡΙΚΩΣ ΚΑΙ ΛΙΑΝΙΚΩΣ bbox=[1161, 966, 1506, 993]
finance-value: 75 — bbox=[331, 532, 384, 548]
table-row bbox=[44, 807, 383, 823]
finance-label: Ἠλεκτρικῆς Ἑταιρείας bbox=[46, 774, 180, 788]
finance-label: » Γαλλίας ὄψεως bbox=[46, 874, 148, 888]
